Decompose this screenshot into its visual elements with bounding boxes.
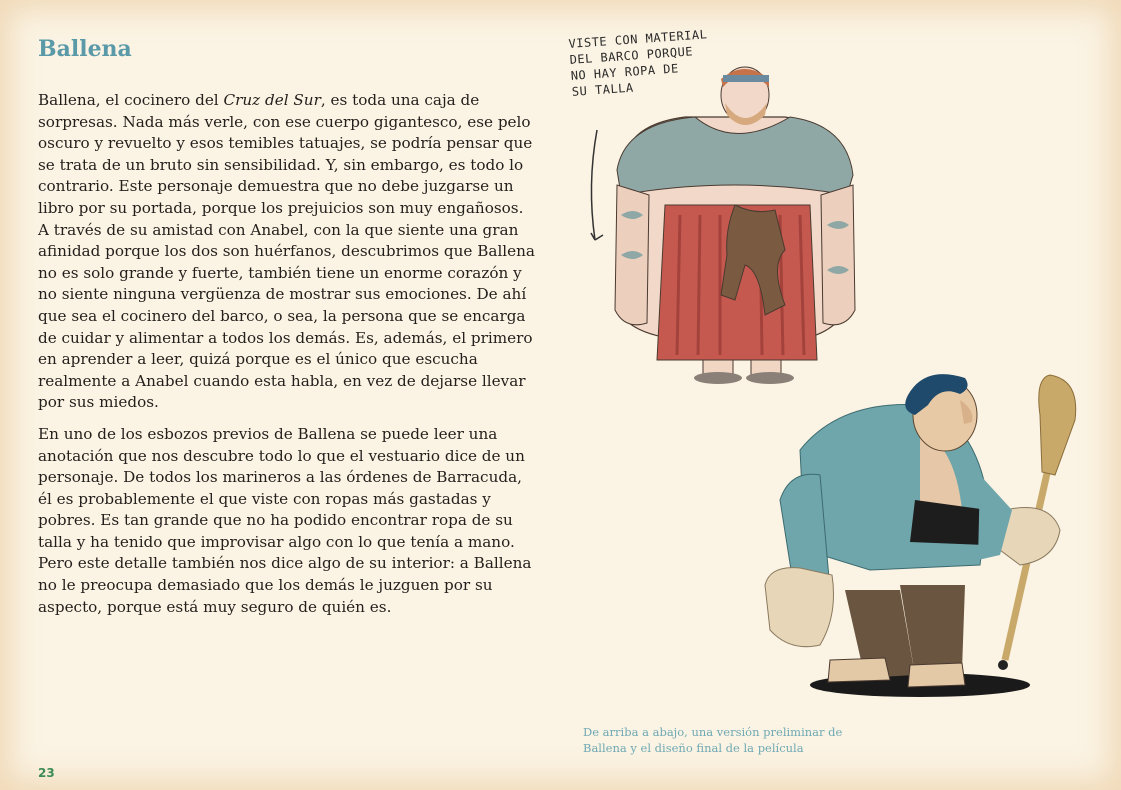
body-text xyxy=(38,90,538,628)
figure-caption: De arriba a abajo, una versión preliminar de Ballena y el diseño final de la película xyxy=(583,725,843,755)
page-title: Ballena xyxy=(38,36,132,62)
paragraph-1 xyxy=(38,90,538,414)
annotation-line-3: NO HAY ROPA DE xyxy=(570,61,680,83)
paragraph-1-part-1: Ballena, el cocinero del xyxy=(38,91,224,109)
annotation-line-2: DEL BARCO PORQUE xyxy=(569,44,694,67)
final-design-illustration xyxy=(750,360,1095,705)
paragraph-2: En uno de los esbozos previos de Ballena se puede leer una anotación que nos descubre todo lo que el vestuario dice de un personaje. De todos los marineros a las órdenes de Barracuda, él es probablemente el que viste con ropas más gastadas y pobres. Es tan grande que no ha podido encontrar ropa de su talla y ha tenido que improvisar algo con lo que tenía a mano. Pero este detalle también nos dice algo de su interior: a Ballena no le preocupa demasiado que los demás le juzguen por su aspecto, porque está muy seguro de quién es. xyxy=(38,424,532,616)
preliminary-sketch-illustration xyxy=(585,55,875,395)
ship-name: Cruz del Sur xyxy=(223,91,321,109)
annotation-line-4: SU TALLA xyxy=(571,80,635,99)
page-number: 23 xyxy=(38,766,55,780)
annotation-line-1: VISTE CON MATERIAL xyxy=(568,27,708,51)
paragraph-1-part-2: , es toda una caja de sorpresas. Nada más verle, con ese cuerpo gigantesco, ese pelo oscuro y revuelto y esos temibles tatuajes, se podría pensar que se trata de un bruto sin sensibilidad. Y, sin embargo, es todo lo contrario. Este personaje demuestra que no debe juzgarse un libro por su portada, porque los prejuicios son muy engañosos. A través de su amistad con Anabel, con la que siente una gran afinidad porque los dos son huérfanos, descubrimos que Ballena no es solo grande y fuerte, también tiene un enorme corazón y no siente ninguna vergüenza de mostrar sus emociones. De ahí que sea el cocinero del barco, o sea, la persona que se encarga de cuidar y alimentar a todos los demás. Es, además, el primero en aprender a leer, quizá porque es el único que escucha realmente a Anabel cuando esta habla, en vez de dejarse llevar por sus miedos. xyxy=(38,91,535,412)
